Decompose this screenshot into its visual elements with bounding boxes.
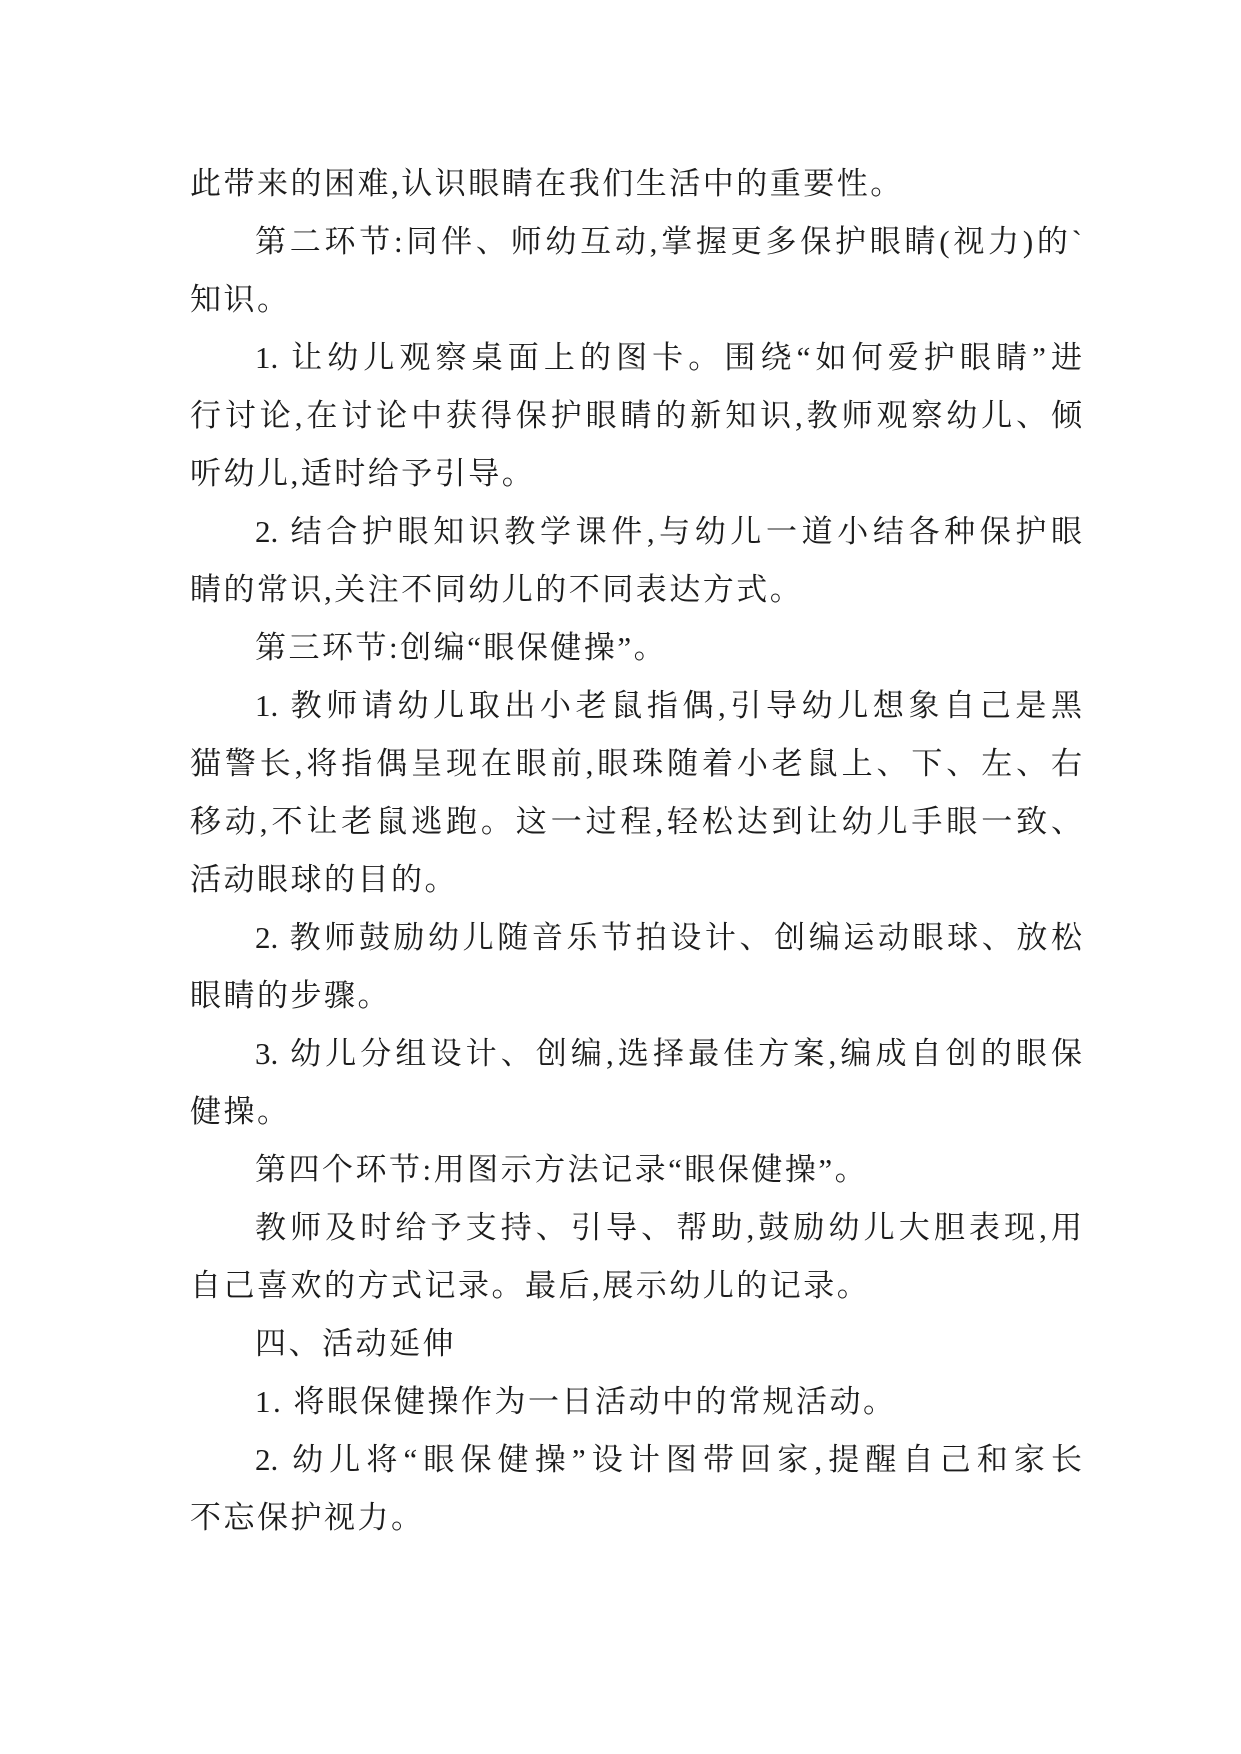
text-line: 第四个环节:用图示方法记录“眼保健操”。 — [255, 1152, 869, 1187]
text-line: 2. 结合护眼知识教学课件,与幼儿一道小结各种保护眼 — [255, 514, 1082, 549]
text-line: 教师及时给予支持、引导、帮助,鼓励幼儿大胆表现,用 — [255, 1210, 1082, 1245]
text-line: 眼睛的步骤。 — [190, 978, 391, 1013]
text-line: 移动,不让老鼠逃跑。这一过程,轻松达到让幼儿手眼一致、 — [190, 804, 1082, 839]
text-line: 不忘保护视力。 — [190, 1500, 425, 1535]
text-line: 听幼儿,适时给予引导。 — [190, 456, 536, 491]
text-line: 行讨论,在讨论中获得保护眼睛的新知识,教师观察幼儿、倾 — [190, 398, 1082, 433]
text-line: 3. 幼儿分组设计、创编,选择最佳方案,编成自创的眼保 — [255, 1036, 1082, 1071]
text-line: 第二环节:同伴、师幼互动,掌握更多保护眼睛(视力)的` — [255, 224, 1082, 259]
text-line: 此带来的困难,认识眼睛在我们生活中的重要性。 — [190, 166, 904, 201]
text-line: 1. 将眼保健操作为一日活动中的常规活动。 — [255, 1384, 897, 1419]
text-line: 猫警长,将指偶呈现在眼前,眼珠随着小老鼠上、下、左、右 — [190, 746, 1082, 781]
text-line: 自己喜欢的方式记录。最后,展示幼儿的记录。 — [190, 1268, 871, 1303]
text-line: 1. 教师请幼儿取出小老鼠指偶,引导幼儿想象自己是黑 — [255, 688, 1082, 723]
document-text-block — [190, 155, 1082, 1547]
text-line: 知识。 — [190, 282, 291, 317]
text-line: 四、活动延伸 — [255, 1326, 456, 1361]
text-line: 睛的常识,关注不同幼儿的不同表达方式。 — [190, 572, 804, 607]
text-line: 活动眼球的目的。 — [190, 862, 458, 897]
text-line: 第三环节:创编“眼保健操”。 — [255, 630, 668, 665]
text-line: 健操。 — [190, 1094, 291, 1129]
text-line: 2. 幼儿将“眼保健操”设计图带回家,提醒自己和家长 — [255, 1442, 1082, 1477]
text-line: 2. 教师鼓励幼儿随音乐节拍设计、创编运动眼球、放松 — [255, 920, 1082, 955]
text-line: 1. 让幼儿观察桌面上的图卡。围绕“如何爱护眼睛”进 — [255, 340, 1082, 375]
